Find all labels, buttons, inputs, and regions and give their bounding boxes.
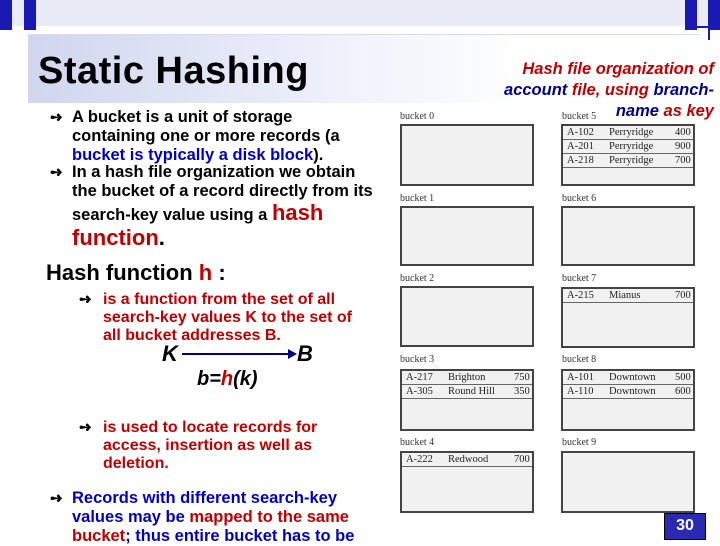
table-row <box>563 154 693 168</box>
bullet-line: is a function from the set of all <box>103 291 336 308</box>
bullet-arrow-icon: ➺ <box>79 419 92 436</box>
bucket-label: bucket 1 <box>400 193 435 204</box>
balance-cell: 500 <box>675 372 691 383</box>
branch-cell: Brighton <box>448 372 486 383</box>
table-row <box>402 371 532 385</box>
bucket-7 <box>561 287 695 348</box>
bullet-bucket-definition <box>50 108 402 165</box>
branch-cell: Round Hill <box>448 386 495 397</box>
bullet-line <box>72 508 402 527</box>
bullet-line: A bucket is a unit of storage <box>72 108 293 126</box>
bullet-line <box>72 200 412 225</box>
bullet-line: all bucket addresses B. <box>103 327 281 344</box>
balance-cell: 900 <box>675 141 691 152</box>
corner-decoration <box>697 26 710 40</box>
bucket-2 <box>400 286 534 347</box>
caption-part: as key <box>658 102 714 120</box>
branch-cell: Downtown <box>609 372 656 383</box>
bullet-line: containing one or more records (a <box>72 127 340 145</box>
table-row <box>402 453 532 467</box>
k-label: K <box>162 341 178 366</box>
formula-text: b= <box>197 368 221 390</box>
top-banner-block <box>685 0 697 30</box>
branch-cell: Downtown <box>609 386 656 397</box>
balance-cell: 750 <box>514 372 530 383</box>
balance-cell: 700 <box>675 155 691 166</box>
bucket-4 <box>400 451 534 513</box>
bucket-3 <box>400 369 534 431</box>
formula-text: (k) <box>233 368 258 390</box>
bucket-1 <box>400 206 534 266</box>
bucket-label: bucket 0 <box>400 111 435 122</box>
bucket-label: bucket 9 <box>562 437 597 448</box>
bucket-label: bucket 8 <box>562 354 597 365</box>
bucket-label: bucket 5 <box>562 111 597 122</box>
bullet-text: bucket <box>72 527 126 545</box>
top-banner-block <box>0 0 12 30</box>
acct-cell: A-222 <box>406 454 433 465</box>
bullet-arrow-icon: ➺ <box>50 490 63 507</box>
balance-cell: 400 <box>675 127 691 138</box>
caption-part: Hash file organization of <box>522 60 714 78</box>
bucket-label: bucket 6 <box>562 193 597 204</box>
acct-cell: A-218 <box>567 155 594 166</box>
bullet-text: . <box>158 225 165 250</box>
top-banner <box>0 0 720 26</box>
table-row <box>563 371 693 385</box>
bucket-8 <box>561 369 695 431</box>
balance-cell: 600 <box>675 386 691 397</box>
mapping-arrow <box>182 353 290 355</box>
bullet-text: mapped to the same <box>189 508 349 526</box>
bullet-collisions <box>50 489 402 546</box>
formula-text: h <box>220 368 234 390</box>
branch-cell: Perryridge <box>609 141 654 152</box>
table-row <box>563 385 693 399</box>
b-label: B <box>297 341 313 366</box>
bucket-0 <box>400 124 534 186</box>
caption-part: name <box>615 102 659 120</box>
acct-cell: A-305 <box>406 386 433 397</box>
subbullet-function-definition <box>79 291 403 345</box>
bullet-line: In a hash file organization we obtain <box>72 163 356 181</box>
bullet-arrow-icon: ➺ <box>50 164 63 181</box>
acct-cell: A-201 <box>567 141 594 152</box>
bullet-text: function <box>72 225 159 250</box>
bullet-line <box>72 225 412 250</box>
bucket-label: bucket 2 <box>400 273 435 284</box>
heading-text: Hash function <box>46 260 199 285</box>
bullet-text: hash <box>271 200 324 225</box>
bullet-line: Records with different search-key <box>72 489 337 507</box>
bullet-hash-organization <box>50 163 412 250</box>
branch-cell: Perryridge <box>609 155 654 166</box>
acct-cell: A-217 <box>406 372 433 383</box>
bullet-text: ). <box>313 146 324 164</box>
heading-text: : <box>212 260 226 285</box>
bullet-line: deletion. <box>103 455 169 472</box>
bullet-line <box>72 527 402 546</box>
bucket-label: bucket 7 <box>562 273 597 284</box>
arrow-head-icon <box>288 349 297 359</box>
balance-cell: 700 <box>675 290 691 301</box>
branch-cell: Redwood <box>448 454 489 465</box>
acct-cell: A-102 <box>567 127 594 138</box>
slide-title: Static Hashing <box>38 50 309 92</box>
caption-part: account <box>504 81 568 99</box>
table-row <box>563 140 693 154</box>
branch-cell: Mianus <box>609 290 641 301</box>
bullet-text: ; thus entire bucket has to be <box>125 527 355 545</box>
heading-text: h <box>198 260 213 285</box>
page-number: 30 <box>676 517 694 534</box>
bucket-label: bucket 3 <box>400 354 435 365</box>
bucket-6 <box>561 206 695 266</box>
caption-part: branch- <box>653 81 714 99</box>
acct-cell: A-101 <box>567 372 594 383</box>
balance-cell: 700 <box>514 454 530 465</box>
branch-cell: Perryridge <box>609 127 654 138</box>
bullet-arrow-icon: ➺ <box>50 109 63 126</box>
bullet-text: bucket is <box>72 146 149 164</box>
bucket-5 <box>561 124 695 186</box>
bullet-text: search-key value using a <box>72 206 272 224</box>
table-row <box>563 289 693 303</box>
table-row <box>563 126 693 140</box>
table-row <box>402 385 532 399</box>
acct-cell: A-110 <box>567 386 594 397</box>
caption-part: file, using <box>567 81 654 99</box>
bullet-text: typically a disk block <box>148 146 314 164</box>
hash-formula <box>197 368 258 391</box>
bullet-line: access, insertion as well as <box>103 437 313 454</box>
subbullet-locate-records <box>79 419 403 473</box>
top-banner-block <box>24 0 36 30</box>
bullet-line: the bucket of a record directly from its <box>72 182 373 200</box>
bucket-9 <box>561 451 695 513</box>
bullet-line: search-key values K to the set of <box>103 309 352 326</box>
bullet-line: is used to locate records for <box>103 419 318 436</box>
bullet-arrow-icon: ➺ <box>79 291 92 308</box>
bucket-label: bucket 4 <box>400 437 435 448</box>
bullet-text: values may be <box>72 508 190 526</box>
acct-cell: A-215 <box>567 290 594 301</box>
balance-cell: 350 <box>514 386 530 397</box>
hash-function-heading <box>46 260 226 286</box>
